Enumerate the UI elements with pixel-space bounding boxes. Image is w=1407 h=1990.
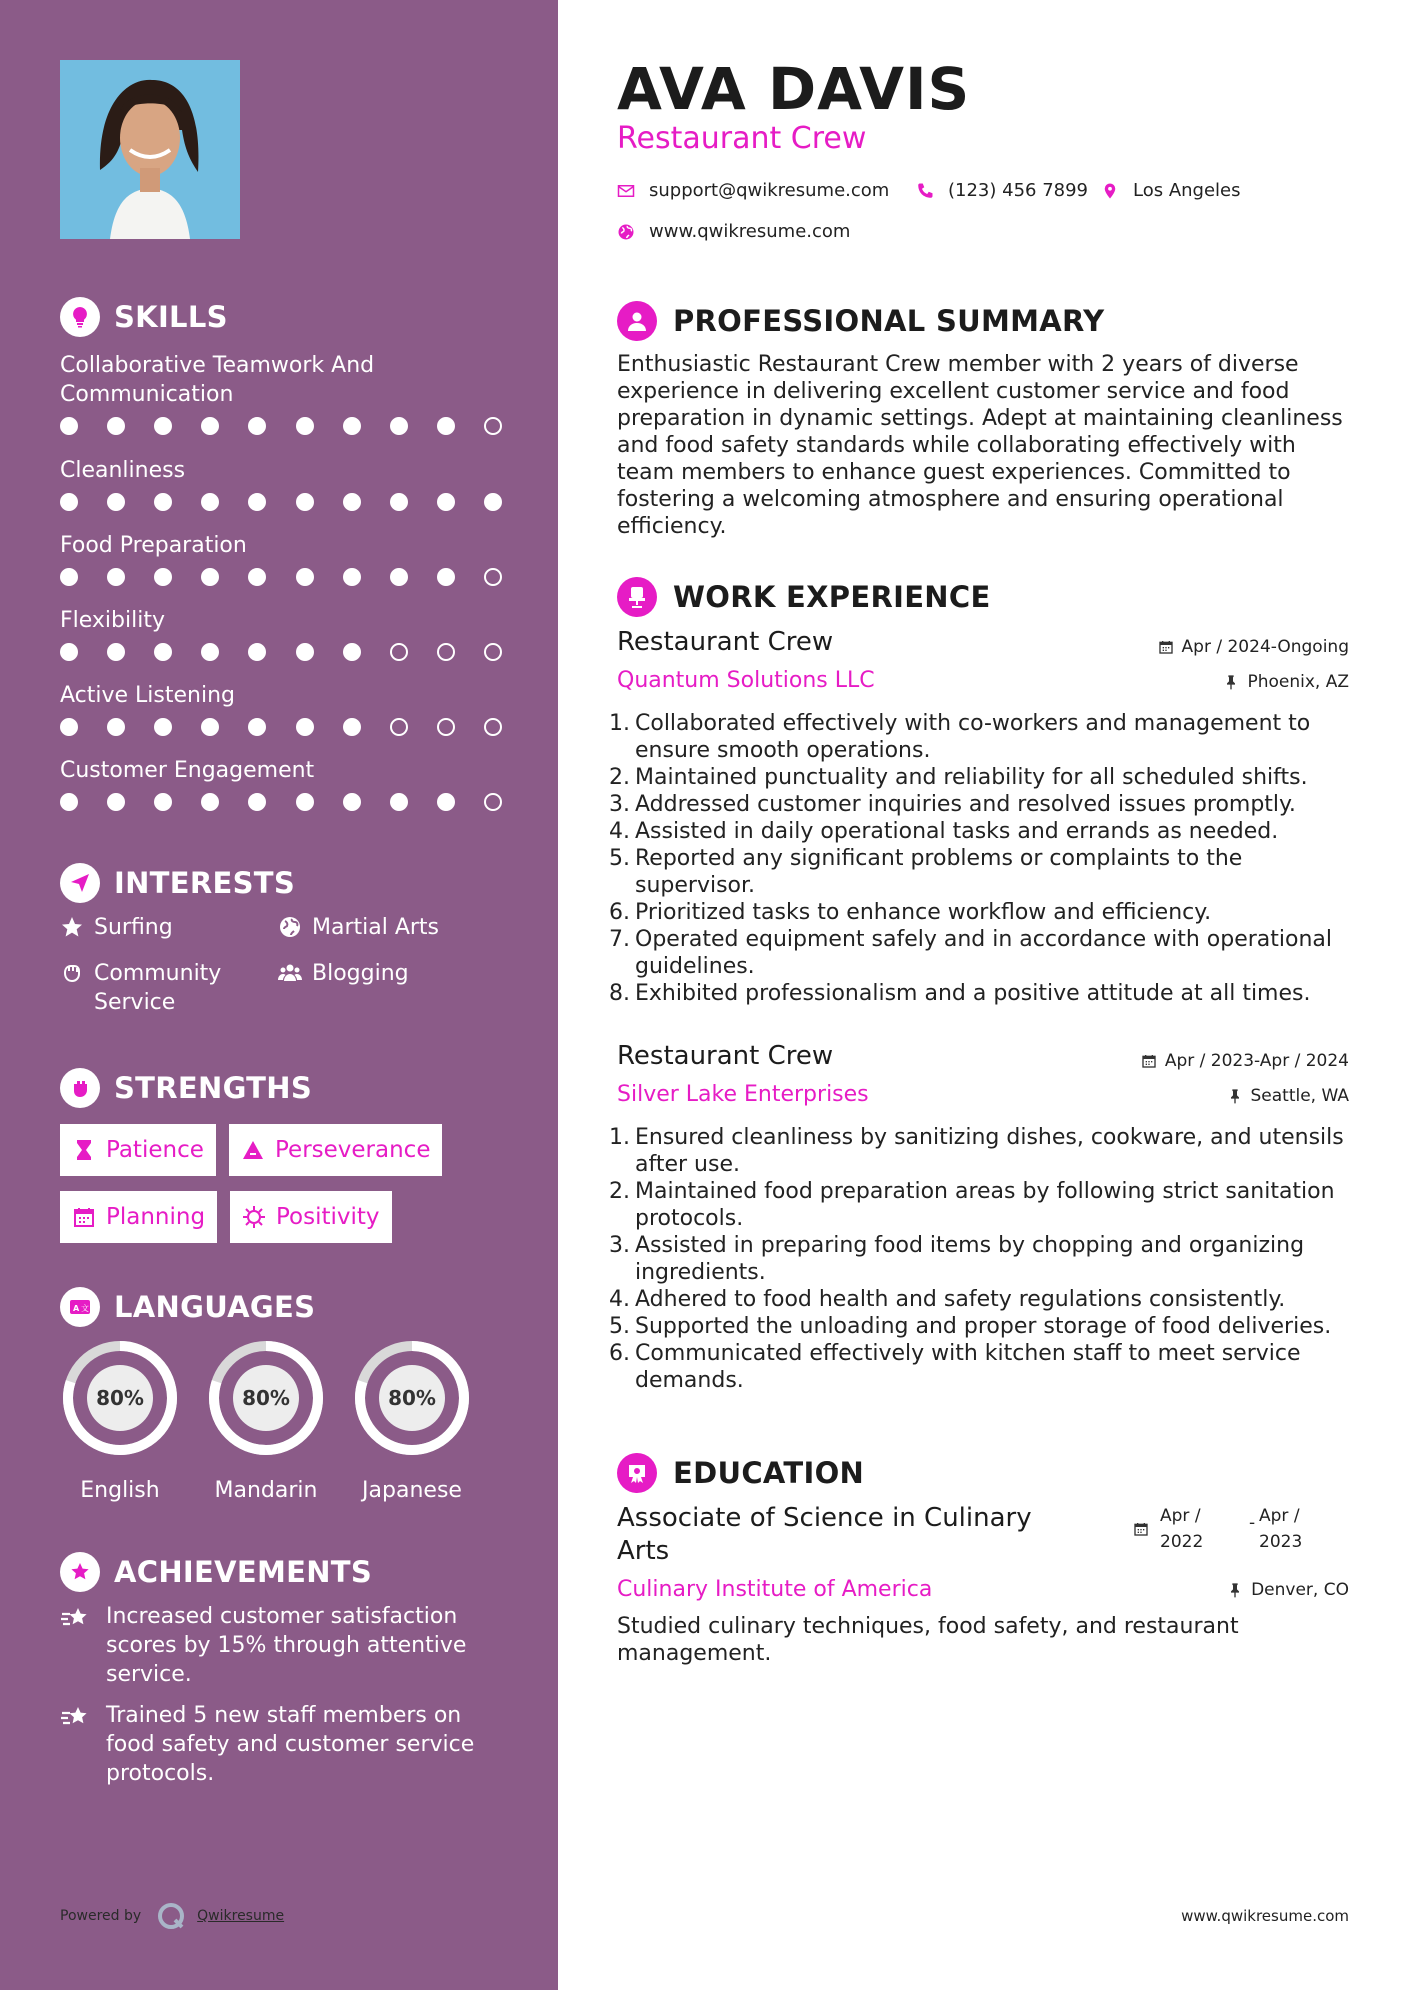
rating-dot (60, 568, 78, 586)
interest-label: Martial Arts (312, 915, 440, 940)
education-title: EDUCATION (673, 1456, 865, 1490)
edu-end-date (1259, 1503, 1302, 1555)
rating-dot (343, 568, 361, 586)
skill-rating (60, 417, 502, 435)
footer-website[interactable]: www.qwikresume.com (1181, 1907, 1349, 1925)
phone-icon (916, 182, 934, 200)
bullet-text: Communicated effectively with kitchen staff to meet service demands. (635, 1341, 1301, 1393)
job-date-text: Apr / 2023-Apr / 2024 (1164, 1051, 1349, 1071)
edu-description: Studied culinary techniques, food safety, and restaurant management. (617, 1614, 1239, 1666)
degree-title: Associate of Science in Culinary Arts (617, 1503, 1032, 1566)
qwikresume-logo-icon (155, 1900, 187, 1932)
strength-label: Perseverance (275, 1137, 431, 1163)
strength-badge (229, 1124, 442, 1176)
edu-date-dash: - (1249, 1513, 1256, 1533)
edu-location-text: Denver, CO (1251, 1580, 1349, 1600)
rating-dot (201, 417, 219, 435)
rating-dot (248, 643, 266, 661)
skill-name: Active Listening (60, 683, 236, 708)
calendar-icon (1141, 1053, 1157, 1069)
edu-start-date (1160, 1503, 1203, 1555)
rating-dot (437, 568, 455, 586)
job-location (1227, 1086, 1350, 1106)
bullet-number: 1. (609, 711, 630, 736)
summary-title: PROFESSIONAL SUMMARY (673, 304, 1105, 338)
job-location-text: Seattle, WA (1250, 1086, 1349, 1106)
rating-dot (154, 718, 172, 736)
bullet-text: Maintained food preparation areas by following strict sanitation protocols. (635, 1179, 1335, 1231)
rating-dot (296, 568, 314, 586)
bullet-text: Adhered to food health and safety regulations consistently. (635, 1287, 1286, 1312)
edu-start-year: 2022 (1160, 1532, 1204, 1552)
job-date (1141, 1051, 1349, 1071)
rating-dot (248, 417, 266, 435)
rating-dot (343, 793, 361, 811)
bullet-text: Assisted in preparing food items by chopping and organizing ingredients. (635, 1233, 1305, 1285)
rating-dot (343, 417, 361, 435)
language-name: Mandarin (214, 1478, 318, 1503)
rating-dot (201, 718, 219, 736)
rating-dot (484, 793, 502, 811)
bullet-text: Addressed customer inquiries and resolved issues promptly. (635, 792, 1296, 817)
website-text: www.qwikresume.com (649, 221, 851, 242)
skill-item (60, 456, 510, 511)
rating-dot (484, 417, 502, 435)
language-item (204, 1336, 328, 1503)
job-bullet (609, 899, 1355, 926)
rating-dot (248, 793, 266, 811)
rating-dot (343, 493, 361, 511)
contact-phone[interactable] (916, 180, 1088, 201)
job-bullet (609, 1232, 1355, 1286)
rating-dot (484, 493, 502, 511)
rating-dot (390, 568, 408, 586)
job-location (1223, 672, 1349, 692)
user-icon (617, 301, 657, 341)
rating-dot (390, 417, 408, 435)
bullet-number: 5. (609, 1314, 630, 1339)
globe-icon (278, 915, 302, 939)
candidate-name: AVA DAVIS (617, 55, 971, 123)
email-text: support@qwikresume.com (649, 180, 890, 201)
calendar-icon (72, 1205, 96, 1229)
envelope-icon (617, 182, 635, 200)
rating-dot (201, 568, 219, 586)
skill-rating (60, 793, 502, 811)
bullet-text: Prioritized tasks to enhance workflow and efficiency. (635, 900, 1212, 925)
pushpin-icon (1223, 674, 1239, 690)
job-bullet (609, 764, 1355, 791)
skill-rating (60, 643, 502, 661)
rating-dot (437, 793, 455, 811)
phone-text: (123) 456 7899 (948, 180, 1089, 201)
rating-dot (201, 643, 219, 661)
strength-label: Positivity (276, 1204, 380, 1230)
job-bullet (609, 1286, 1355, 1313)
bullet-number: 7. (609, 927, 630, 952)
job-title: Restaurant Crew (617, 627, 834, 657)
bullet-number: 2. (609, 765, 630, 790)
svg-text:文: 文 (81, 1304, 89, 1313)
experience-header (617, 577, 991, 617)
rating-dot (343, 718, 361, 736)
skill-name: Food Preparation (60, 533, 247, 558)
bullet-number: 8. (609, 981, 630, 1006)
edu-start-month: Apr / (1160, 1506, 1201, 1526)
rating-dot (201, 793, 219, 811)
bullet-number: 6. (609, 1341, 630, 1366)
mountain-icon (241, 1138, 265, 1162)
users-icon (278, 961, 302, 985)
rating-dot (248, 568, 266, 586)
job-bullet (609, 818, 1355, 845)
job-bullet (609, 1178, 1355, 1232)
achievement-item (60, 1602, 500, 1689)
interest-label: Blogging (312, 961, 409, 986)
rating-dot (296, 493, 314, 511)
rating-dot (154, 417, 172, 435)
sun-icon (242, 1205, 266, 1229)
bullet-number: 4. (609, 1287, 630, 1312)
strength-label: Planning (106, 1204, 206, 1230)
strength-badge (60, 1124, 216, 1176)
rating-dot (437, 493, 455, 511)
rating-dot (201, 493, 219, 511)
skill-name: Flexibility (60, 608, 165, 633)
contact-website[interactable] (617, 221, 850, 242)
rating-dot (154, 793, 172, 811)
skill-rating (60, 568, 502, 586)
graduation-icon (617, 1453, 657, 1493)
powered-label: Powered by (60, 1908, 142, 1924)
job-date (1158, 637, 1349, 657)
skill-name: Collaborative Teamwork And Communication (60, 353, 375, 407)
language-name: English (80, 1478, 160, 1503)
bullet-number: 4. (609, 819, 630, 844)
achievements-header (60, 1552, 372, 1592)
language-progress-ring (350, 1336, 474, 1460)
languages-header (60, 1287, 315, 1327)
skill-item (60, 681, 510, 736)
job-bullet (609, 980, 1355, 1007)
calendar-icon (1158, 639, 1174, 655)
strengths-header (60, 1068, 312, 1108)
achievement-text: Increased customer satisfaction scores by 15% through attentive service. (106, 1604, 467, 1687)
language-icon (60, 1287, 100, 1327)
pushpin-icon (1227, 1582, 1243, 1598)
strength-label: Patience (106, 1137, 204, 1163)
pushpin-icon (1227, 1088, 1243, 1104)
contact-email[interactable] (617, 180, 889, 201)
rating-dot (390, 718, 408, 736)
map-pin-icon (1101, 182, 1119, 200)
rating-dot (343, 643, 361, 661)
job-bullets (609, 710, 1355, 1007)
interests-header (60, 863, 295, 903)
skill-rating (60, 493, 502, 511)
skill-name: Cleanliness (60, 458, 186, 483)
bullet-text: Assisted in daily operational tasks and errands as needed. (635, 819, 1279, 844)
rating-dot (437, 417, 455, 435)
job-bullet (609, 1340, 1355, 1394)
rating-dot (107, 568, 125, 586)
bullet-number: 1. (609, 1125, 630, 1150)
interest-label: Surfing (94, 915, 173, 940)
job-bullet (609, 926, 1355, 980)
language-name: Japanese (362, 1478, 462, 1503)
interest-label: Community Service (94, 961, 222, 1015)
bullet-text: Exhibited professionalism and a positive attitude at all times. (635, 981, 1311, 1006)
languages-title: LANGUAGES (114, 1290, 316, 1324)
interests-title: INTERESTS (114, 866, 296, 900)
job-title: Restaurant Crew (617, 1041, 834, 1071)
rating-dot (60, 417, 78, 435)
candidate-role: Restaurant Crew (617, 121, 867, 156)
skill-item (60, 531, 510, 586)
rating-dot (60, 718, 78, 736)
skill-item (60, 351, 510, 435)
rating-dot (296, 793, 314, 811)
bullet-text: Maintained punctuality and reliability for all scheduled shifts. (635, 765, 1308, 790)
interest-item (60, 913, 173, 942)
language-item (58, 1336, 182, 1503)
skill-item (60, 606, 510, 661)
bullet-text: Supported the unloading and proper storage of food deliveries. (635, 1314, 1332, 1339)
language-progress-ring (58, 1336, 182, 1460)
office-chair-icon (617, 577, 657, 617)
rating-dot (390, 793, 408, 811)
language-percent: 80% (242, 1386, 290, 1410)
rating-dot (107, 793, 125, 811)
job-bullets (609, 1124, 1355, 1394)
star-badge-icon (60, 1552, 100, 1592)
rating-dot (107, 493, 125, 511)
bullet-text: Reported any significant problems or complaints to the supervisor. (635, 846, 1243, 898)
achievements-title: ACHIEVEMENTS (114, 1555, 373, 1589)
achievement-item (60, 1701, 500, 1788)
rating-dot (437, 718, 455, 736)
strength-badge (60, 1191, 217, 1243)
rating-dot (248, 718, 266, 736)
rating-dot (107, 417, 125, 435)
rating-dot (390, 643, 408, 661)
bullet-number: 3. (609, 792, 630, 817)
rating-dot (296, 417, 314, 435)
rating-dot (107, 718, 125, 736)
skills-header (60, 297, 228, 337)
summary-text: Enthusiastic Restaurant Crew member with 2 years of diverse experience in delivering excellent customer service and food preparation in dynamic settings. Adept at maintaining cleanliness and food safety standards while collaborating effectively with team members to enhance guest experiences. Committed to fostering a welcoming atmosphere and ensuring operational efficiency. (617, 352, 1343, 539)
bullet-number: 2. (609, 1179, 630, 1204)
profile-photo (60, 60, 240, 239)
rating-dot (154, 643, 172, 661)
strength-badge (230, 1191, 392, 1243)
job-bullet (609, 845, 1355, 899)
language-progress-ring (204, 1336, 328, 1460)
bullet-number: 3. (609, 1233, 630, 1258)
rating-dot (248, 493, 266, 511)
achievement-text: Trained 5 new staff members on food safety and customer service protocols. (106, 1703, 475, 1786)
language-percent: 80% (96, 1386, 144, 1410)
edu-end-month: Apr / (1259, 1506, 1300, 1526)
bullet-text: Collaborated effectively with co-workers and management to ensure smooth operations. (635, 711, 1311, 763)
svg-text:A: A (73, 1304, 80, 1313)
rating-dot (437, 643, 455, 661)
powered-by (60, 1900, 284, 1932)
lightbulb-icon (60, 297, 100, 337)
rating-dot (296, 643, 314, 661)
job-bullet (609, 791, 1355, 818)
qwikresume-link[interactable]: Qwikresume (197, 1908, 285, 1924)
rating-dot (154, 568, 172, 586)
rating-dot (60, 793, 78, 811)
skill-item (60, 756, 510, 811)
shooting-star-icon (60, 1602, 92, 1634)
edu-end-year: 2023 (1259, 1532, 1303, 1552)
bullet-text: Ensured cleanliness by sanitizing dishes, cookware, and utensils after use. (635, 1125, 1344, 1177)
job-company: Quantum Solutions LLC (617, 668, 875, 693)
rating-dot (484, 643, 502, 661)
language-item (350, 1336, 474, 1503)
strengths-title: STRENGTHS (114, 1071, 313, 1105)
rating-dot (484, 718, 502, 736)
hand-icon (60, 961, 84, 985)
rating-dot (154, 493, 172, 511)
job-company: Silver Lake Enterprises (617, 1082, 869, 1107)
shooting-star-icon (60, 1701, 92, 1733)
location-text: Los Angeles (1133, 180, 1241, 201)
paper-plane-icon (60, 863, 100, 903)
star-icon (60, 915, 84, 939)
rating-dot (484, 568, 502, 586)
contact-location (1101, 180, 1241, 201)
skill-name: Customer Engagement (60, 758, 315, 783)
skill-rating (60, 718, 502, 736)
experience-title: WORK EXPERIENCE (673, 580, 991, 614)
job-location-text: Phoenix, AZ (1247, 672, 1349, 692)
rating-dot (60, 493, 78, 511)
rating-dot (60, 643, 78, 661)
interest-item (278, 913, 439, 942)
calendar-icon (1133, 1521, 1149, 1537)
job-bullet (609, 1313, 1355, 1340)
summary-header (617, 301, 1104, 341)
edu-location (1227, 1580, 1349, 1600)
globe-icon (617, 223, 635, 241)
bullet-number: 5. (609, 846, 630, 871)
interest-item (278, 959, 409, 988)
job-bullet (609, 710, 1355, 764)
rating-dot (296, 718, 314, 736)
job-date-text: Apr / 2024-Ongoing (1181, 637, 1349, 657)
bullet-text: Operated equipment safely and in accordance with operational guidelines. (635, 927, 1332, 979)
fist-icon (60, 1068, 100, 1108)
rating-dot (107, 643, 125, 661)
interest-item (60, 959, 260, 1017)
job-bullet (609, 1124, 1355, 1178)
language-percent: 80% (388, 1386, 436, 1410)
hourglass-icon (72, 1138, 96, 1162)
skills-title: SKILLS (114, 300, 228, 334)
rating-dot (390, 493, 408, 511)
bullet-number: 6. (609, 900, 630, 925)
sidebar (0, 0, 558, 1990)
education-header (617, 1453, 864, 1493)
school-name: Culinary Institute of America (617, 1577, 933, 1602)
